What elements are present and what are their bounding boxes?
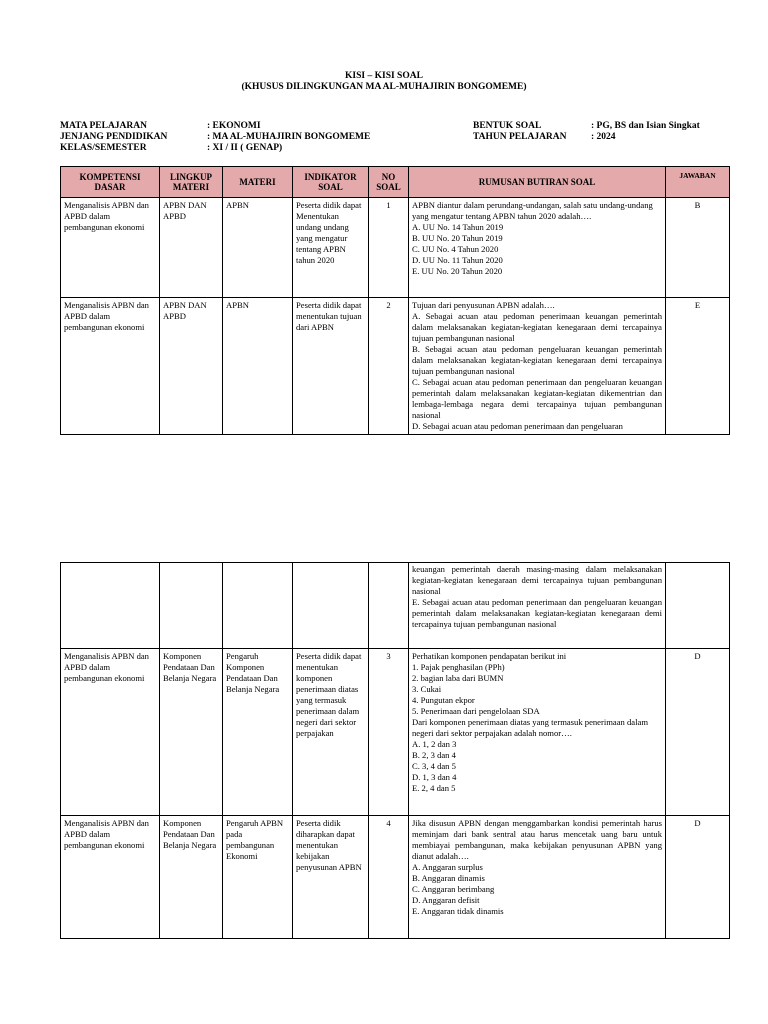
header-rumusan: RUMUSAN BUTIRAN SOAL: [409, 167, 666, 198]
cell-jawaban: B: [666, 198, 730, 298]
option-b: B. 2, 3 dan 4: [412, 750, 456, 760]
cell-indikator: Peserta didik dapat Menentukan undang undang yang mengatur tentang APBN tahun 2020: [293, 198, 369, 298]
cell-kd: Menganalisis APBN dan APBD dalam pembangunan ekonomi: [61, 816, 160, 939]
option-e: E. Anggaran tidak dinamis: [412, 906, 504, 916]
kisi-table-page1: [60, 166, 730, 435]
option-a: A. Sebagai acuan atau pedoman penerimaan keuangan pemerintah dalam melaksanakan kegiatan-kegiatan kenegaraan demi tercapainya tujuan pembangunan nasional: [412, 311, 662, 343]
question-text: Jika disusun APBN dengan menggambarkan kondisi pemerintah harus meminjam dari bank sentral atau harus mencetak uang baru untuk membiayai pembangunan, maka kebijakan penyusunan APBN yang dianut adalah….: [412, 818, 662, 861]
question-text: Tujuan dari penyusunan APBN adalah….: [412, 300, 555, 310]
option-c: C. 3, 4 dan 5: [412, 761, 456, 771]
option-e: E. UU No. 20 Tahun 2020: [412, 266, 503, 276]
cell-lingkup: APBN DAN APBD: [160, 298, 223, 435]
cell-materi: Pengaruh APBN pada pembangunan Ekonomi: [223, 816, 293, 939]
bentuk-label: BENTUK SOAL: [473, 121, 542, 131]
header-no: NO SOAL: [369, 167, 409, 198]
table-row: [61, 649, 730, 816]
table-header-row: [61, 167, 730, 198]
header-lingkup: LINGKUP MATERI: [160, 167, 223, 198]
cell-no: 4: [369, 816, 409, 939]
question-text: Perhatikan komponen pendapatan berikut ini: [412, 651, 567, 661]
tahun-label: TAHUN PELAJARAN: [473, 132, 567, 142]
cell-rumusan: [409, 563, 666, 649]
cell-no: 2: [369, 298, 409, 435]
table-row: [61, 298, 730, 435]
cell-rumusan: [409, 298, 666, 435]
cell-rumusan: [409, 816, 666, 939]
cell-indikator: Peserta didik dapat menentukan komponen penerimaan diatas yang termasuk penerimaan dalam negeri dari sektor perpajakan: [293, 649, 369, 816]
cell-no: 1: [369, 198, 409, 298]
cell-lingkup: Komponen Pendataan Dan Belanja Negara: [160, 649, 223, 816]
option-e: E. Sebagai acuan atau pedoman penerimaan dan pengeluaran keuangan pemerintah dalam melaksanakan kegiatan-kegiatan kenegaraan demi tercapainya tujuan pembangunan nasional: [412, 597, 662, 629]
question-text: APBN diantur dalam perundang-undangan, salah satu undang-undang yang mengatur tentang APBN tahun 2020 adalah….: [412, 200, 653, 221]
header-jawaban: JAWABAN: [666, 167, 730, 198]
tahun-value: : 2024: [591, 132, 616, 142]
option-d: D. Anggaran defisit: [412, 895, 480, 905]
option-b: B. Anggaran dinamis: [412, 873, 485, 883]
cell-jawaban: D: [666, 649, 730, 816]
document-title: KISI – KISI SOAL: [345, 71, 423, 81]
header-kompetensi: KOMPETENSI DASAR: [61, 167, 160, 198]
table-row: [61, 198, 730, 298]
option-a: A. UU No. 14 Tahun 2019: [412, 222, 504, 232]
kisi-table-page2: [60, 562, 730, 939]
option-d: D. 1, 3 dan 4: [412, 772, 457, 782]
cell-no: 3: [369, 649, 409, 816]
option-e: E. 2, 4 dan 5: [412, 783, 456, 793]
cell-indikator: Peserta didik diharapkan dapat menentukan kebijakan penyusunan APBN: [293, 816, 369, 939]
cell-materi: APBN: [223, 198, 293, 298]
option-d: D. UU No. 11 Tahun 2020: [412, 255, 503, 265]
document-subtitle: (KHUSUS DILINGKUNGAN MA AL-MUHAJIRIN BONGOMEME): [241, 82, 527, 92]
option-a: A. Anggaran surplus: [412, 862, 483, 872]
cell-rumusan: [409, 649, 666, 816]
table-row: [61, 816, 730, 939]
bentuk-value: : PG, BS dan Isian Singkat: [591, 121, 700, 131]
option-b: B. Sebagai acuan atau pedoman pengeluaran keuangan pemerintah dalam melaksanakan kegiatan-kegiatan kenegaraan demi tercapainya tujuan pembangunan nasional: [412, 344, 662, 376]
mapel-value: : EKONOMI: [207, 121, 261, 131]
option-c: C. Anggaran berimbang: [412, 884, 495, 894]
option-c: C. Sebagai acuan atau pedoman penerimaan dan pengeluaran keuangan pemerintah dalam melaksanakan kegiatan-kegiatan dikementrian dan lembaga-lembaga negara demi tercapainya tujuan pembangunan nasional: [412, 377, 662, 420]
cell-materi: APBN: [223, 298, 293, 435]
cell-lingkup: Komponen Pendataan Dan Belanja Negara: [160, 816, 223, 939]
kelas-label: KELAS/SEMESTER: [60, 143, 147, 153]
item-3: 3. Cukai: [412, 684, 442, 694]
table-row-continuation: [61, 563, 730, 649]
question-text-2: Dari komponen penerimaan diatas yang termasuk penerimaan dalam negeri dari sektor perpajakan adalah nomor….: [412, 717, 649, 738]
cell-kd: Menganalisis APBN dan APBD dalam pembangunan ekonomi: [61, 298, 160, 435]
cell-jawaban: E: [666, 298, 730, 435]
continuation-text: keuangan pemerintah daerah masing-masing dalam melaksanakan kegiatan-kegiatan kenegaraan demi tercapainya tujuan pembangunan nasional: [412, 564, 662, 596]
item-5: 5. Penerimaan dari pengelolaan SDA: [412, 706, 540, 716]
item-1: 1. Pajak penghasilan (PPh): [412, 662, 505, 672]
jenjang-label: JENJANG PENDIDIKAN: [60, 132, 168, 142]
kelas-value: : XI / II ( GENAP): [207, 143, 283, 153]
header-indikator: INDIKATOR SOAL: [293, 167, 369, 198]
cell-materi: Pengaruh Komponen Pendataan Dan Belanja Negara: [223, 649, 293, 816]
option-c: C. UU No. 4 Tahun 2020: [412, 244, 499, 254]
option-b: B. UU No. 20 Tahun 2019: [412, 233, 503, 243]
cell-rumusan: [409, 198, 666, 298]
jenjang-value: : MA AL-MUHAJIRIN BONGOMEME: [207, 132, 371, 142]
cell-kd: Menganalisis APBN dan APBD dalam pembangunan ekonomi: [61, 649, 160, 816]
header-materi: MATERI: [223, 167, 293, 198]
cell-indikator: Peserta didik dapat menentukan tujuan dari APBN: [293, 298, 369, 435]
mapel-label: MATA PELAJARAN: [60, 121, 147, 131]
cell-jawaban: D: [666, 816, 730, 939]
option-a: A. 1, 2 dan 3: [412, 739, 457, 749]
option-d: D. Sebagai acuan atau pedoman penerimaan dan pengeluaran: [412, 421, 623, 431]
cell-lingkup: APBN DAN APBD: [160, 198, 223, 298]
item-2: 2. bagian laba dari BUMN: [412, 673, 504, 683]
item-4: 4. Pungutan ekpor: [412, 695, 475, 705]
cell-kd: Menganalisis APBN dan APBD dalam pembangunan ekonomi: [61, 198, 160, 298]
